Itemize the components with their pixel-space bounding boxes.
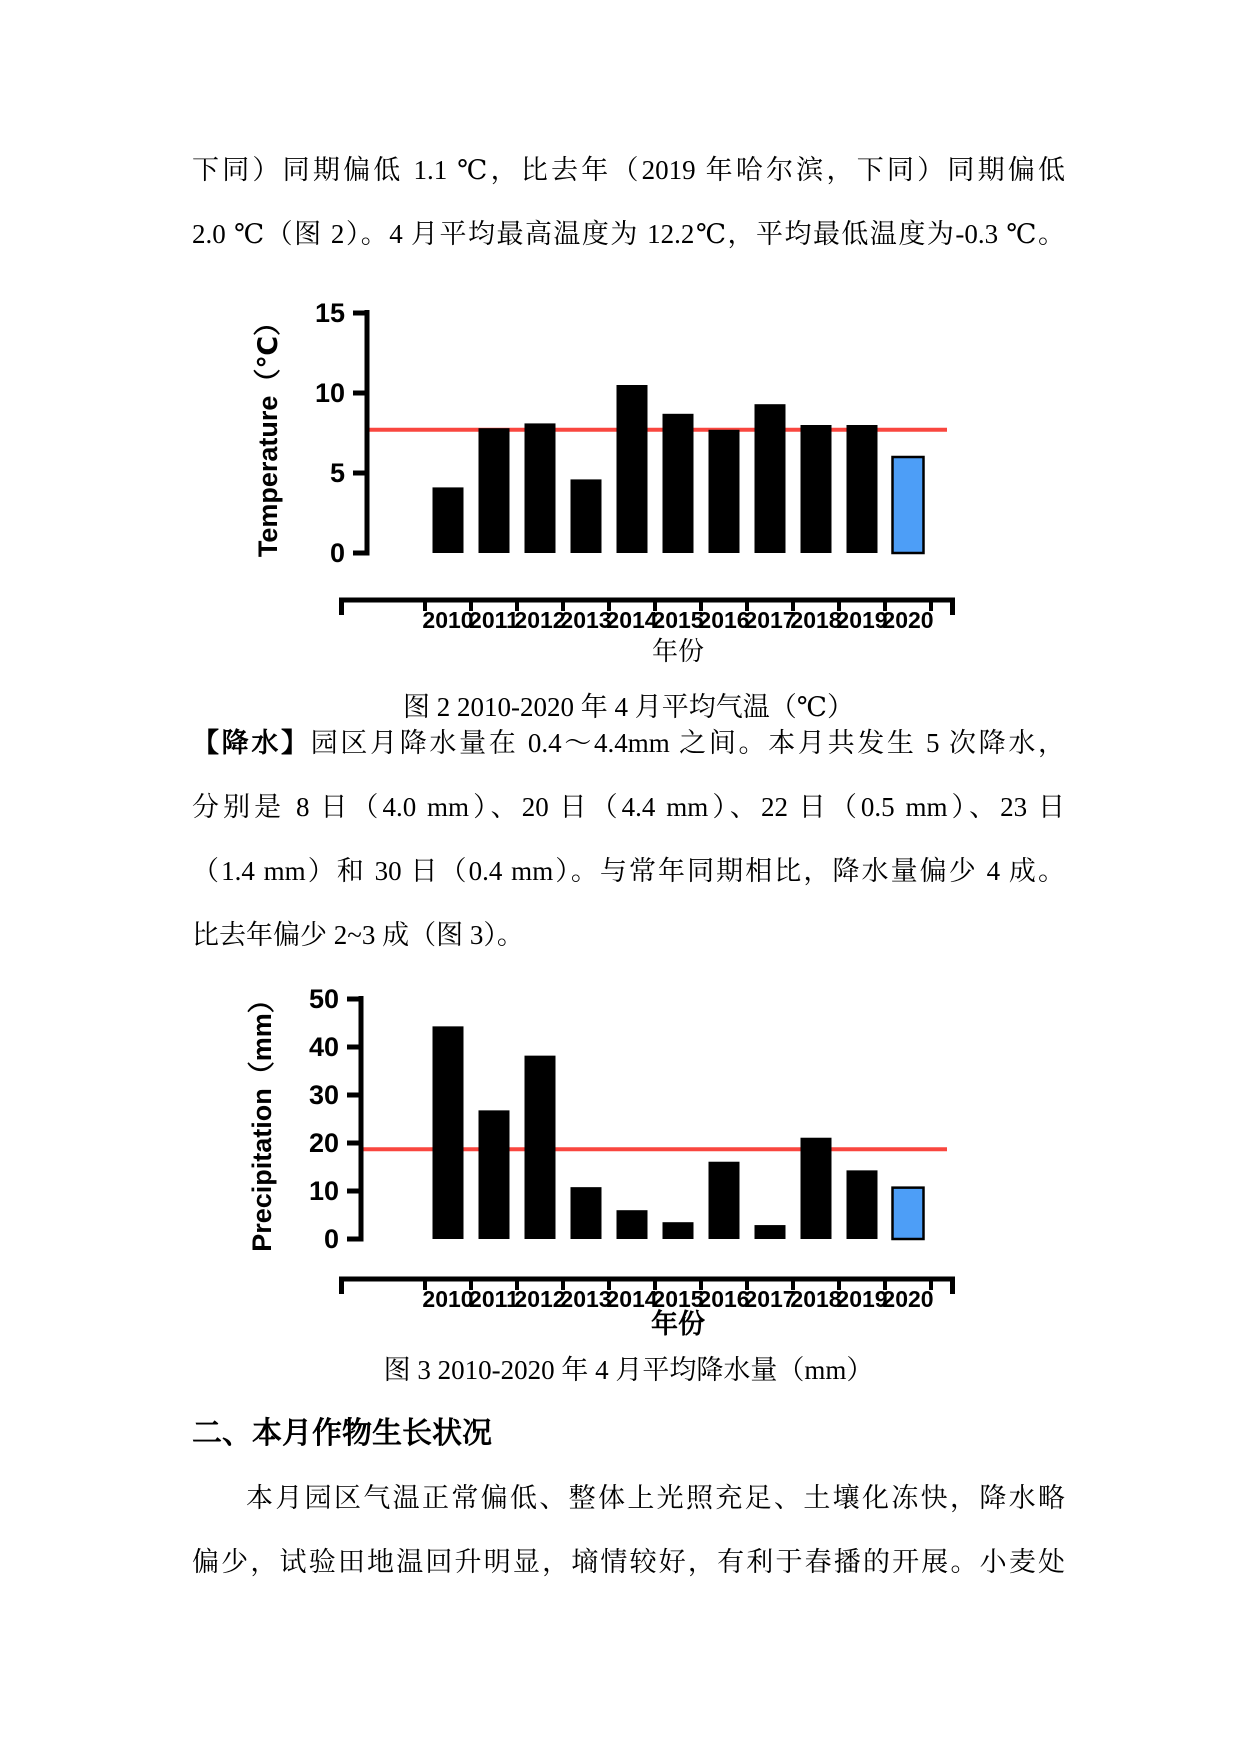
figure2-caption: 图 2 2010-2020 年 4 月平均气温（℃）: [403, 692, 854, 722]
x-axis-title: 年份: [651, 636, 704, 666]
figure3-caption: 图 3 2010-2020 年 4 月平均降水量（mm）: [383, 1355, 874, 1385]
bar-2014: [616, 1210, 647, 1239]
y-tick-label: 20: [308, 1128, 339, 1158]
body-line-precip-4: 比去年偏少 2~3 成（图 3）。: [192, 920, 524, 950]
x-tick-label: 2012: [513, 607, 566, 633]
y-axis-title: Precipitation（mm）: [246, 986, 277, 1252]
y-tick-label: 5: [329, 458, 345, 488]
body-line-temp-2: 2.0 ℃（图 2）。4 月平均最高温度为 12.2℃，平均最低温度为-0.3 ℃。: [192, 219, 1065, 249]
body-line-growth-1: 本月园区气温正常偏低、整体上光照充足、土壤化冻快，降水略: [246, 1483, 1065, 1513]
figure3-precipitation: [192, 981, 1065, 1336]
bar-2015: [662, 1222, 693, 1239]
x-tick-label: 2018: [789, 607, 842, 633]
bar-2019: [846, 1170, 877, 1239]
bar-2014: [616, 385, 647, 553]
bar-2012: [524, 423, 555, 553]
y-tick-label: 40: [308, 1032, 339, 1062]
y-tick-label: 0: [323, 1224, 339, 1254]
bar-2013: [570, 479, 601, 553]
x-tick-label: 2017: [743, 607, 796, 633]
bar-2017: [754, 1225, 785, 1239]
bar-2013: [570, 1187, 601, 1239]
y-tick-label: 30: [308, 1080, 339, 1110]
y-tick-label: 10: [308, 1176, 339, 1206]
bar-2016: [708, 430, 739, 553]
x-tick-label: 2010: [421, 607, 474, 633]
x-tick-label: 2018: [789, 1286, 842, 1312]
x-tick-label: 2019: [835, 1286, 888, 1312]
paragraph-crop-growth: [192, 1480, 1065, 1580]
body-line-precip-2: 分别是 8 日（4.0 mm）、20 日（4.4 mm）、22 日（0.5 mm）、23 日: [192, 792, 1065, 822]
bar-2018: [800, 425, 831, 553]
bar-2012: [524, 1056, 555, 1239]
x-tick-label: 2011: [468, 1286, 519, 1312]
bar-2016: [708, 1162, 739, 1239]
y-axis-title: Temperature（℃）: [252, 308, 283, 558]
bar-2015: [662, 414, 693, 553]
body-line-growth-2: 偏少，试验田地温回升明显，墒情较好，有利于春播的开展。小麦处: [192, 1547, 1065, 1577]
y-tick-label: 10: [314, 378, 345, 408]
bar-2020: [892, 1188, 923, 1239]
bar-2010: [432, 487, 463, 553]
x-tick-label: 2012: [513, 1286, 566, 1312]
bar-2011: [478, 1110, 509, 1239]
x-tick-label: 2017: [743, 1286, 796, 1312]
x-axis-title: 年份: [650, 1309, 705, 1336]
x-tick-label: 2011: [468, 607, 519, 633]
bar-2020: [892, 457, 923, 553]
y-tick-label: 15: [314, 298, 345, 328]
x-tick-label: 2020: [881, 1286, 934, 1312]
body-line-precip-1: [192, 725, 1065, 761]
y-tick-label: 0: [329, 538, 345, 568]
x-tick-label: 2013: [559, 1286, 612, 1312]
y-tick-label: 50: [308, 984, 339, 1014]
precip-line1-text: 园区月降水量在 0.4～4.4mm 之间。本月共发生 5 次降水，: [310, 728, 1065, 758]
bar-2019: [846, 425, 877, 553]
x-tick-label: 2010: [421, 1286, 474, 1312]
body-line-precip-3: （1.4 mm）和 30 日（0.4 mm）。与常年同期相比，降水量偏少 4 成。: [192, 856, 1065, 886]
figure2-temperature: [192, 288, 1065, 673]
x-tick-label: 2019: [835, 607, 888, 633]
bar-2017: [754, 404, 785, 553]
x-tick-label: 2016: [697, 607, 750, 633]
x-tick-label: 2015: [651, 1286, 704, 1312]
x-tick-label: 2013: [559, 607, 612, 633]
x-tick-label: 2016: [697, 1286, 750, 1312]
x-tick-label: 2014: [605, 607, 658, 633]
body-line-temp-1: 下同）同期偏低 1.1 ℃，比去年（2019 年哈尔滨，下同）同期偏低: [192, 155, 1065, 185]
x-tick-label: 2014: [605, 1286, 658, 1312]
temperature-chart: [239, 288, 1019, 673]
precip-label: 【降水】: [192, 728, 311, 758]
section-heading-crop-growth: 二、本月作物生长状况: [192, 1417, 492, 1450]
bar-2010: [432, 1026, 463, 1239]
precipitation-chart: [239, 981, 1019, 1336]
bar-2011: [478, 428, 509, 553]
x-tick-label: 2020: [881, 607, 934, 633]
x-tick-label: 2015: [651, 607, 704, 633]
bar-2018: [800, 1138, 831, 1239]
